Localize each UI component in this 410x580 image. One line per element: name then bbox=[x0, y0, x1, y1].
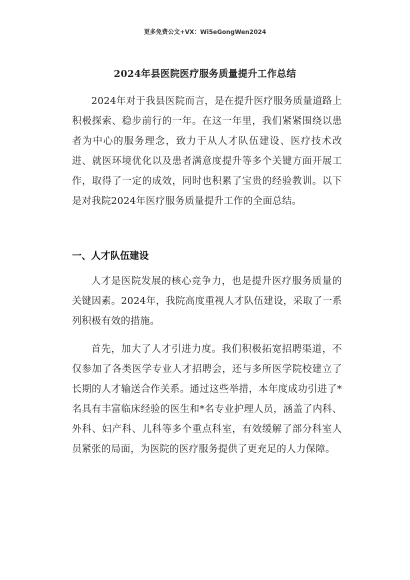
section1-para1-block bbox=[72, 272, 342, 332]
section-heading-talent: 一、人才队伍建设 bbox=[72, 251, 149, 262]
header-watermark: 更多免费公文+VX：Wi5eGongWen2024 bbox=[143, 29, 267, 36]
intro-paragraph: 2024年对于我县医院而言，是在提升医疗服务质量道路上积极探索、稳步前行的一年。在这一年里，我们紧紧围绕以患者为中心的服务理念，致力于从人才队伍建设、医疗技术改进、就医环境优化以及患者满意度提升等多个关键方面开展工作，取得了一定的成效，同时也积累了宝贵的经验教训。以下是对我院2024年医疗服务质量提升工作的全面总结。 bbox=[72, 96, 342, 207]
section1-para2-block bbox=[72, 340, 342, 460]
intro-block bbox=[72, 92, 342, 212]
document-title: 2024年县医院医疗服务质量提升工作总结 bbox=[113, 69, 297, 80]
section1-paragraph-1: 人才是医院发展的核心竞争力，也是提升医疗服务质量的关键因素。2024年，我院高度重视人才队伍建设，采取了一系列积极有效的措施。 bbox=[72, 276, 342, 327]
section1-paragraph-2: 首先，加大了人才引进力度。我们积极拓宽招聘渠道，不仅参加了各类医学专业人才招聘会，还与多所医学院校建立了长期的人才输送合作关系。通过这些举措，本年度成功引进了*名具有丰富临床经验的医生和*名专业护理人员，涵盖了内科、外科、妇产科、儿科等多个重点科室，有效缓解了部分科室人员紧张的局面，为医院的医疗服务提供了更充足的人力保障。 bbox=[72, 344, 342, 455]
